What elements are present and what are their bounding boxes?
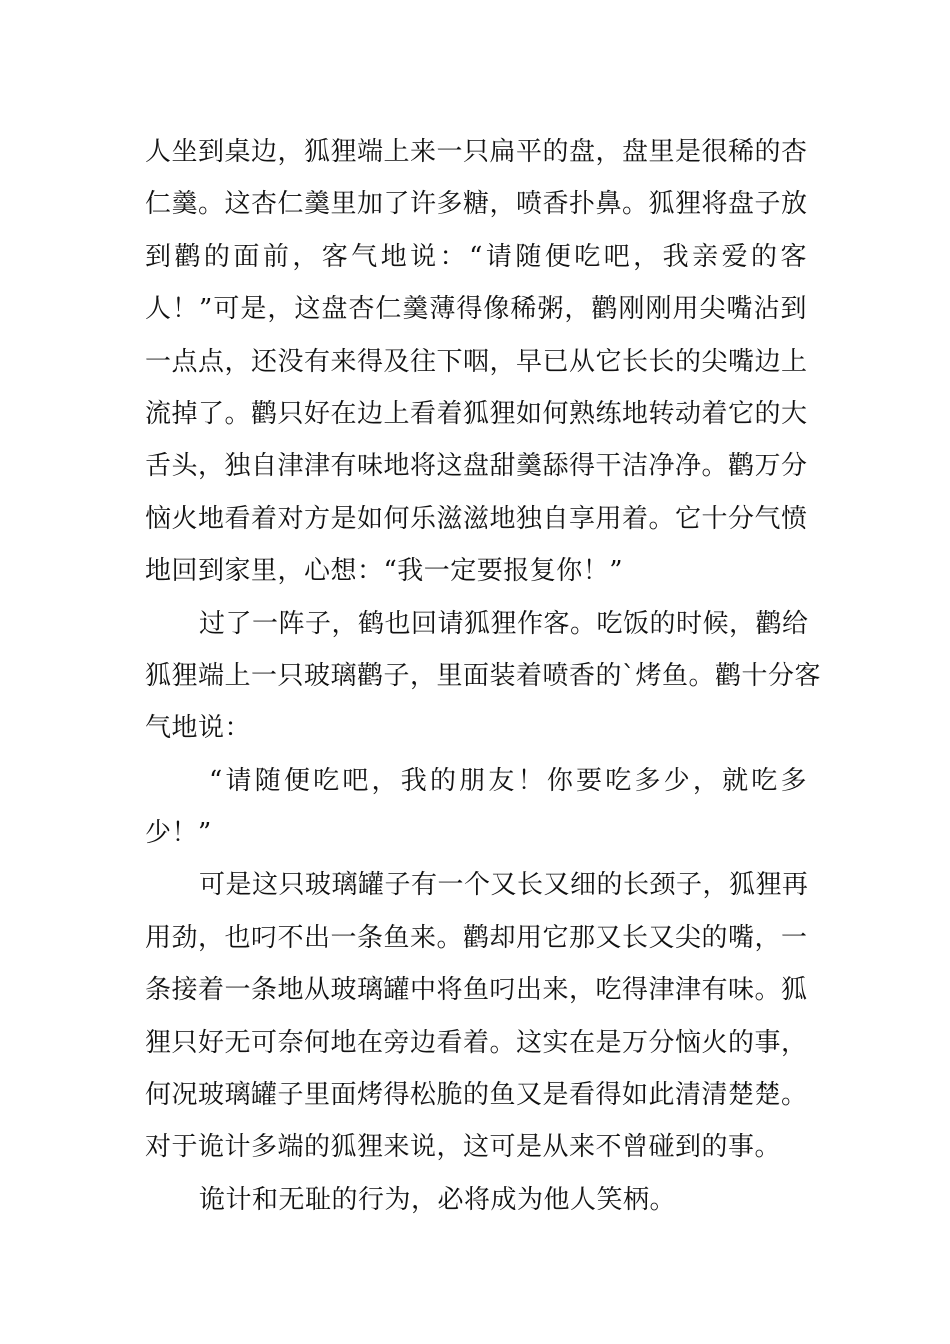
text-line-4: 人！”可是，这盘杏仁羹薄得像稀粥，鹳刚刚用尖嘴沾到 (145, 294, 807, 325)
text-line-7: 舌头，独自津津有味地将这盘甜羹舔得干洁净净。鹳万分 (145, 451, 808, 482)
text-line-10: 过了一阵子，鹤也回请狐狸作客。吃饭的时候，鹳给 (199, 608, 809, 639)
story-text (145, 126, 822, 1226)
text-line-15: 可是这只玻璃罐子有一个又长又细的长颈子，狐狸再 (199, 870, 809, 901)
text-line-13: “请随便吃吧，我的朋友！你要吃多少，就吃多 (209, 765, 807, 796)
text-line-12: 气地说： (145, 713, 252, 744)
text-line-5: 一点点，还没有来得及往下咽，早已从它长长的尖嘴边上 (145, 346, 808, 377)
text-line-17: 条接着一条地从玻璃罐中将鱼叼出来，吃得津津有味。狐 (145, 975, 808, 1006)
text-line-6: 流掉了。鹳只好在边上看着狐狸如何熟练地转动着它的大 (145, 398, 808, 429)
text-line-11: 狐狸端上一只玻璃鹳子，里面装着喷香的`烤鱼。鹳十分客 (145, 660, 822, 691)
text-line-9: 地回到家里，心想：“我一定要报复你！” (145, 556, 624, 587)
text-line-19: 何况玻璃罐子里面烤得松脆的鱼又是看得如此清清楚楚。 (145, 1080, 808, 1111)
text-line-8: 恼火地看着对方是如何乐滋滋地独自享用着。它十分气愤 (145, 503, 808, 534)
text-line-21: 诡计和无耻的行为，必将成为他人笑柄。 (199, 1184, 677, 1215)
text-line-14: 少！” (145, 818, 212, 849)
text-line-16: 用劲，也叼不出一条鱼来。鹳却用它那又长又尖的嘴，一 (145, 922, 808, 953)
text-line-3: 到鹳的面前，客气地说：“请随便吃吧，我亲爱的客 (145, 241, 807, 272)
text-line-2: 仁羹。这杏仁羹里加了许多糖，喷香扑鼻。狐狸将盘子放 (145, 189, 808, 220)
text-line-1: 人坐到桌边，狐狸端上来一只扁平的盘，盘里是很稀的杏 (145, 137, 808, 167)
text-line-20: 对于诡计多端的狐狸来说，这可是从来不曾碰到的事。 (145, 1132, 782, 1163)
text-line-18: 狸只好无可奈何地在旁边看着。这实在是万分恼火的事， (145, 1027, 808, 1058)
